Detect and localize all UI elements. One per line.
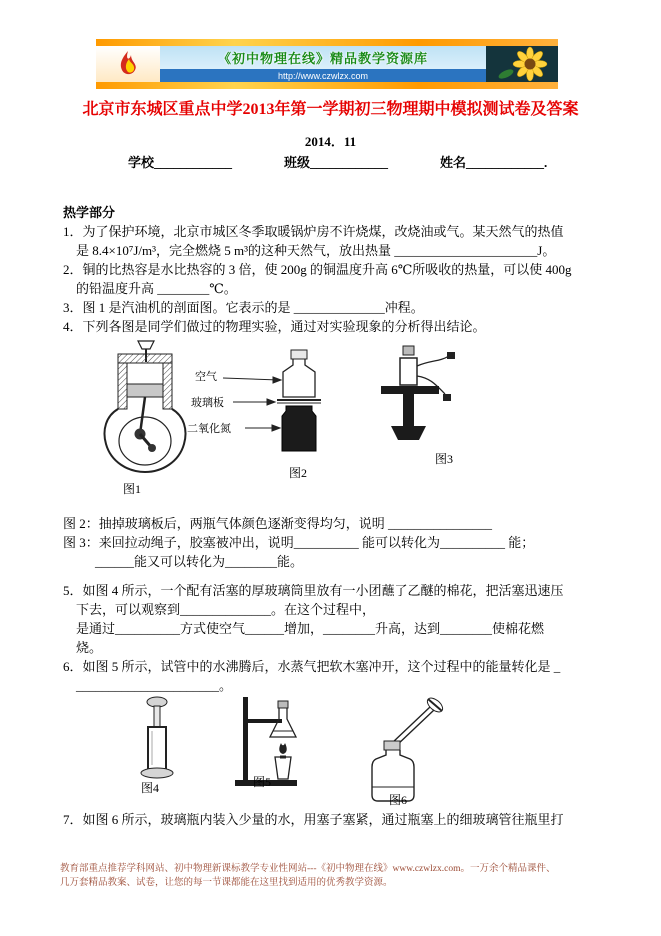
figure-3-caption: 图3 <box>435 452 454 466</box>
document-title: 北京市东城区重点中学2013年第一学期初三物理期中模拟测试卷及答案 <box>82 101 579 118</box>
figure-1-caption: 图1 <box>123 482 142 496</box>
question-5-line-4: 烧。 <box>76 640 103 655</box>
glass-cylinder-piston-figure <box>135 695 179 787</box>
school-field: 学校____________ <box>128 155 233 170</box>
figure-3-statement-line-2: ______能又可以转化为________能。 <box>95 554 304 569</box>
rope-tube-figure <box>373 342 468 447</box>
footer-line-2: 几万套精品教案、试卷，让您的每一节课都能在这里找到适用的优秀教学资源。 <box>60 878 393 888</box>
boiling-flask-stand-figure <box>233 695 318 787</box>
figure-4-caption: 图4 <box>141 781 160 795</box>
question-5-line-1: 5．如图 4 所示，一个配有活塞的厚玻璃筒里放有一小团蘸了乙醚的棉花，把活塞迅速压 <box>63 583 564 598</box>
footer-line-1: 教育部重点推荐学科网站、初中物理新课标教学专业性网站---《初中物理在线》www.czwlzx.com。一万余个精品课件、 <box>60 864 556 874</box>
question-7: 7．如图 6 所示，玻璃瓶内装入少量的水，用塞子塞紧，通过瓶塞上的细玻璃管往瓶里打 <box>63 812 564 827</box>
page-footer <box>60 862 605 890</box>
class-field: 班级____________ <box>284 155 389 170</box>
question-6-line-1: 6．如图 5 所示，试管中的水沸腾后，水蒸气把软木塞冲开，这个过程中的能量转化是 _ <box>63 659 561 674</box>
banner-title: 《初中物理在线》精品教学资源库 <box>217 51 428 66</box>
question-1-line-2: 是 8.4×10⁷J/m³，完全燃烧 5 m³的这种天然气，放出热量 ______________________J。 <box>76 243 556 258</box>
figure-row-1 <box>63 336 600 514</box>
student-info-line <box>128 152 547 171</box>
figure-6-caption: 图6 <box>389 793 408 807</box>
figure-2-caption: 图2 <box>289 466 308 480</box>
nitrogen-dioxide-label: 二氧化氮 <box>187 423 231 435</box>
question-2-line-2: 的铅温度升高 ________℃。 <box>76 281 237 296</box>
site-banner <box>96 39 558 89</box>
banner-bottom-stripe <box>96 82 558 89</box>
banner-top-stripe <box>96 39 558 46</box>
question-6-line-2: ______________________。 <box>76 678 233 693</box>
question-3: 3．图 1 是汽油机的剖面图。它表示的是 ______________冲程。 <box>63 300 424 315</box>
figure-row-2 <box>63 695 600 810</box>
air-label: 空气 <box>195 371 217 383</box>
section-title: 热学部分 <box>63 205 116 220</box>
exam-date: 2014．11 <box>304 134 357 149</box>
question-2-line-1: 2．铜的比热容是水比热容的 3 倍，使 200g 的铜温度升高 6℃所吸收的热量，可以使 400g <box>63 262 572 277</box>
name-field: 姓名____________. <box>440 155 548 170</box>
banner-main <box>96 46 558 82</box>
figure-3-statement-line-1: 图 3：来回拉动绳子，胶塞被冲出，说明__________ 能可以转化为__________ 能； <box>63 535 535 550</box>
figure-2-statement: 图 2：抽掉玻璃板后，两瓶气体颜色逐渐变得均匀，说明 ________________ <box>63 516 493 531</box>
question-1-line-1: 1．为了保护环境，北京市城区冬季取暖锅炉房不许烧煤，改烧油或气。某天然气的热值 <box>63 224 564 239</box>
banner-center <box>160 46 486 82</box>
figure-5-caption: 图5 <box>253 775 272 789</box>
glass-plate-label: 玻璃板 <box>191 397 224 409</box>
engine-cross-section-figure <box>98 338 193 478</box>
question-4: 4．下列各图是同学们做过的物理实验，通过对实验现象的分析得出结论。 <box>63 319 486 334</box>
sunflower-icon <box>486 46 558 82</box>
exam-body <box>63 203 600 829</box>
banner-url: http://www.czwlzx.com <box>160 69 486 82</box>
question-5-line-2: 下去，可以观察到______________。在这个过程中， <box>76 602 376 617</box>
flame-logo-icon <box>96 46 160 82</box>
question-5-line-3: 是通过__________方式使空气______增加，________升高，达到________使棉花燃 <box>76 621 545 636</box>
